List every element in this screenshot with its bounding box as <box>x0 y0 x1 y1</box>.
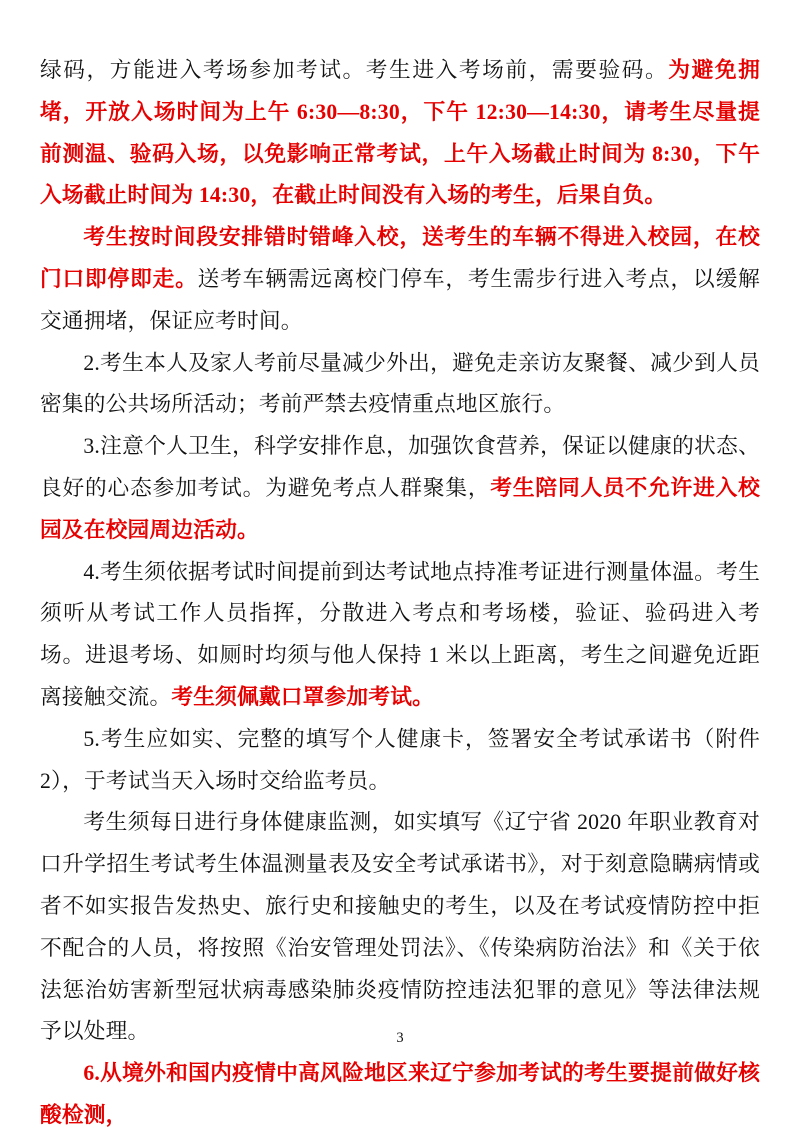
body-text: 3.注意个人卫生，科学安排作息，加强饮食营养，保证以健康的状态、良好的心态参加考试。为避免考点人群聚集， <box>40 434 760 500</box>
paragraph <box>40 426 760 551</box>
emphasis-red-text: 为避免拥堵，开放入场时间为上午 6:30—8:30，下午 12:30—14:30，请考生尽量提前测温、验码入场，以免影响正常考试，上午入场截止时间为 8:30，下午入场截止时间为 14:30，在截止时间没有入场的考生，后果自负。 <box>40 58 760 208</box>
body-text: 2.考生本人及家人考前尽量减少外出，避免走亲访友聚餐、减少到人员密集的公共场所活动；考前严禁去疫情重点地区旅行。 <box>40 350 760 417</box>
emphasis-red-text: 考生须佩戴口罩参加考试。 <box>171 684 434 709</box>
paragraph <box>40 1053 760 1137</box>
paragraph <box>40 802 760 1053</box>
page-number: 3 <box>396 1030 404 1046</box>
paragraph <box>40 50 760 217</box>
body-text: 4.考生须依据考试时间提前到达考试地点持准考证进行测量体温。考生须听从考试工作人员指挥，分散进入考点和考场楼，验证、验码进入考场。进退考场、如厕时均须与他人保持 1 米以上距离，考生之间避免近距离接触交流。 <box>40 559 760 709</box>
paragraph <box>40 217 760 342</box>
paragraph <box>40 719 760 803</box>
body-text: 送考车辆需远离校门停车，考生需步行进入考点，以缓解交通拥堵，保证应考时间。 <box>40 266 760 333</box>
emphasis-red-text: 考生按时间段安排错时错峰入校，送考生的车辆不得进入校园，在校门口即停即走。 <box>40 225 760 291</box>
emphasis-red-text: 考生陪同人员不允许进入校园及在校园周边活动。 <box>40 475 760 542</box>
body-text: 绿码，方能进入考场参加考试。考生进入考场前，需要验码。 <box>40 58 669 82</box>
paragraph <box>40 552 760 719</box>
paragraph <box>40 343 760 427</box>
body-text: 考生须每日进行身体健康监测，如实填写《辽宁省 2020 年职业教育对口升学招生考试考生体温测量表及安全考试承诺书》，对于刻意隐瞒病情或者不如实报告发热史、旅行史和接触史的考生，以及在考试疫情防控中拒不配合的人员，将按照《治安管理处罚法》、《传染病防治法》和《关于依法惩治妨害新型冠状病毒感染肺炎疫情防控违法犯罪的意见》等法律法规予以处理。 <box>40 810 760 1044</box>
body-text: 5.考生应如实、完整的填写个人健康卡，签署安全考试承诺书（附件 2），于考试当天入场时交给监考员。 <box>40 726 760 793</box>
document-body <box>40 50 760 1137</box>
emphasis-red-text: 6.从境外和国内疫情中高风险地区来辽宁参加考试的考生要提前做好核酸检测， <box>40 1061 760 1127</box>
